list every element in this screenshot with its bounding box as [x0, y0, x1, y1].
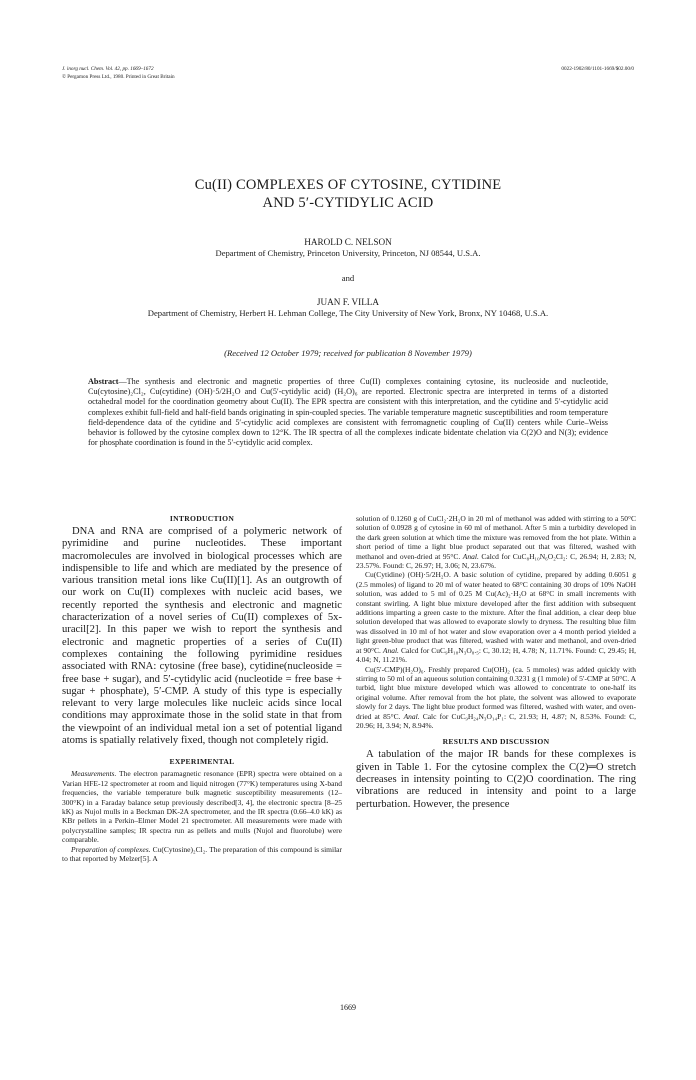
cytidine-analysis-text: Calcd for CuC₉H₁₈N₃O₈.₅: C, 30.12; H, 4.78; N, 11.71%. Found: C, 29.45; H, 4.04; N, 11.21%. [356, 645, 637, 665]
section-heading-experimental: EXPERIMENTAL [169, 757, 235, 767]
title-line-1: Cu(II) COMPLEXES OF CYTOSINE, CYTIDINE [194, 177, 502, 193]
journal-citation [62, 66, 175, 81]
preparation-text: Cu(Cytosine)₂Cl₂. The preparation of this compound is similar to that reported by Melzer[5]. A [62, 844, 342, 863]
author-conjunction: and [341, 273, 355, 283]
affiliation-2: Department of Chemistry, Herbert H. Lehman College, The City University of New York, Bronx, NY 10468, U.S.A. [147, 308, 549, 318]
article-code: 0022-1902/80/1101-1669/$02.00/0 [561, 66, 634, 72]
introduction-paragraph [62, 526, 342, 747]
analysis-label: Anal. [382, 645, 399, 655]
preparation-paragraph [62, 845, 342, 864]
cytosine-analysis-text: Calcd for CuC₈H₁₀N₆O₂Cl₂: C, 26.94; H, 2.83; N, 23.57%. Found: C, 26.97; H, 3.06; N, 23.67%. [356, 551, 637, 571]
author-2: JUAN F. VILLA [316, 297, 380, 307]
section-heading-results: RESULTS AND DISCUSSION [442, 737, 550, 747]
title-line-2: AND 5′-CYTIDYLIC ACID [262, 195, 434, 211]
abstract [88, 377, 608, 448]
cytidine-prep-paragraph [356, 570, 636, 664]
preparation-label: Preparation of complexes. [71, 844, 151, 854]
copyright-line: © Pergamon Press Ltd., 1980. Printed in Great Britain [62, 73, 175, 80]
abstract-label: Abstract [88, 377, 119, 386]
journal-line: J. inorg nucl. Chem. Vol. 42, pp. 1669–1672 [62, 66, 154, 72]
introduction-text: DNA and RNA are comprised of a polymeric network of pyrimidine and purine nucleotides. These important macromolecules are involved in biological processes which are indispensible to life and which are mediated by the presence of various transition metal ions like Cu(II)[1]. As an outgrowth of our work on Cu(II) complexes with nucleic acid bases, we recently reported the synthesis and electronic and magnetic characterization of a novel series of Cu(II) complexes of 5x-uracil[2]. In this paper we wish to report the synthesis and electronic and magnetic properties of a series of Cu(II) complexes containing the following pyrimidine residues associated with RNA: cytosine (free base), cytidine(nucleoside = free base + sugar), and 5′-cytidylic acid (nucleotide = free base + sugar + phosphate), 5′-CMP. A study of this type is especially relevant to very large molecules like nucleic acids since local conditions may approximate those in the solid state in that from the viewpoint of an individual metal ion a set of potential ligand atoms is spatially relatively fixed, though not completely rigid. [62, 526, 342, 747]
cytosine-prep-text: solution of 0.1260 g of CuCl₂·2H₂O in 20 ml of methanol was added with stirring to a 50°C solution of 0.0928 g of cytosine in 60 ml of methanol. After 5 min a turbidity developed in the dark green solution at which time the mixture was removed from the hot plate. Within a short period of time a light blue product separated out that was filtered, washed with methanol and oven-dried at 95°C. [356, 514, 636, 561]
measurements-label: Measurements. [71, 769, 117, 779]
article-title [0, 176, 696, 212]
cmp-prep-text: Cu(5′-CMP)(H₂O)₆. Freshly prepared Cu(OH)₂ (ca. 5 mmoles) was added quickly with stirring to 50 ml of an aqueous solution containing 0.3231 g (1 mmole) of 5′-CMP at 50°C. A turbid, light blue mixture developed which was allowed to concentrate to one-half its original volume. After removal from the hot plate, the solvent was allowed to evaporate slowly for 2 days. The light blue product formed was filtered, washed with water, and oven-dried at 85°C. [356, 664, 636, 721]
received-dates: (Received 12 October 1979; received for publication 8 November 1979) [224, 348, 472, 358]
left-column [62, 514, 342, 863]
cytidine-prep-text: Cu(Cytidine) (OH)·5/2H₂O. A basic solution of cytidine, prepared by adding 0.6051 g (2.5 mmoles) of ligand to 20 ml of water heated to 68°C containing 30 drops of 10% NaOH solution, was added to 5 ml of 0.25 M Cu(Ac)₂·H₂O at 68°C in small increments with constant swirling. A light blue mixture developed after the first addition with subsequent additions imparting a green caste to the mixture. After the final addition, a clear deep blue solution developed that was allowed to evaporate slowly to dryness. The resulting blue film was dissolved in 10 ml of hot water and slow evaporation over a 4 month period yielded a light green-blue product that was filtered, washed with water and methanol, and oven-dried at 90°C. [356, 570, 636, 655]
cmp-analysis-text: Calc for CuC₉H₂₄N₃O₁₄P₁: C, 21.93; H, 4.87; N, 8.53%. Found: C, 20.96; H, 3.94; N, 8.94%. [356, 711, 636, 730]
affiliation-1: Department of Chemistry, Princeton University, Princeton, NJ 08544, U.S.A. [215, 248, 481, 258]
right-column [356, 514, 636, 811]
section-heading-introduction: INTRODUCTION [169, 514, 235, 523]
cmp-prep-paragraph [356, 665, 636, 731]
results-paragraph [356, 749, 636, 810]
analysis-label: Anal. [462, 551, 479, 561]
abstract-text: —The synthesis and electronic and magnetic properties of three Cu(II) complexes containing cytosine, its nucleoside and nucleotide, Cu(cytosine)₂Cl₂, Cu(cytidine) (OH)·5/2H₂O and Cu(5′-cytidylic acid) (H₂O)₆ are reported. Electronic spectra are interpreted in terms of a distorted octahedral model for the coordination geometry about Cu(II). The EPR spectra are consistent with this interpretation, and the cytidine and 5′-cytidylic acid complexes exhibit full-field and half-field bands originating in spin-coupled species. The variable temperature magnetic susceptibilities and room temperature field-dependence data of the cytidine and 5′-cytidylic acid complexes are consistent with ferromagnetic coupling of Cu(II) centers while Curie–Weiss behavior is followed by the cytosine complex down to 12°K. The IR spectra of all the complexes indicate bidentate chelation via C(2)O and N(3); evidence for phosphate coordination is found in the 5′-cytidylic acid complex. [88, 377, 608, 448]
analysis-label: Anal. [403, 711, 420, 721]
author-1: HAROLD C. NELSON [304, 237, 392, 247]
results-text: A tabulation of the major IR bands for these complexes is given in Table 1. For the cytosine complex the C(2)═O stretch decreases in intensity pointing to C(2)O coordination. The ring vibrations are reduced in intensity and point to a large perturbation. However, the presence [356, 749, 636, 810]
page-number: 1669 [340, 1003, 356, 1012]
measurements-text: The electron paramagnetic resonance (EPR) spectra were obtained on a Varian HFE-12 spectrometer at room and liquid nitrogen (77°K) temperatures using X-band frequencies, the variable temperature bulk magnetic susceptibility measurements (12–300°K) in a Faraday balance setup previously described[3, 4], the electronic spectra [8–25 kK) as Nujol mulls in a Beckman DK-2A spectrometer, and the IR spectra (0.66–4.0 kK) as KBr pellets in a Perkin–Elmer Model 21 spectrometer. All measurements were made with polycrystalline samples; IR spectra run as pellets and mulls (Nujol and fluorolube) were comparable. [62, 769, 342, 845]
measurements-paragraph [62, 769, 342, 844]
cytosine-prep-paragraph [356, 514, 636, 570]
